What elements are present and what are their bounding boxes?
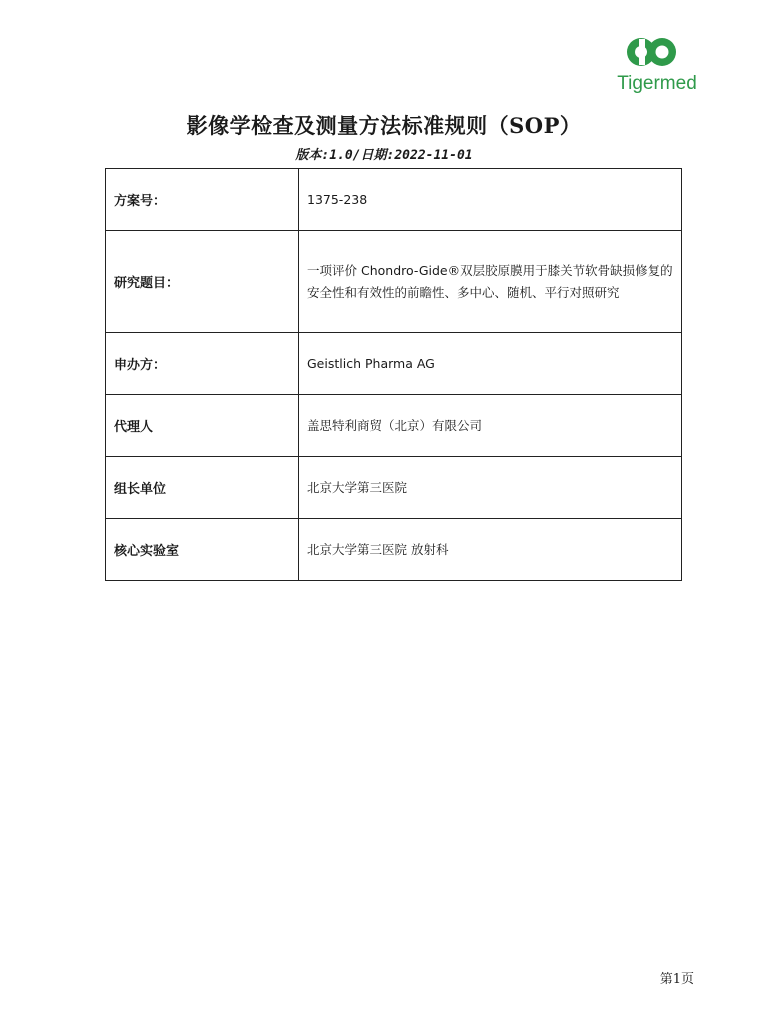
table-row (106, 231, 682, 333)
core-lab-value: 北京大学第三医院 放射科 (299, 519, 682, 581)
tigermed-logo (612, 34, 702, 96)
protocol-number-label: 方案号： (106, 169, 299, 231)
table-row (106, 395, 682, 457)
table-row (106, 519, 682, 581)
lead-unit-label: 组长单位 (106, 457, 299, 519)
document-title: 影像学检查及测量方法标准规则（SOP） (186, 113, 582, 138)
sponsor-value: Geistlich Pharma AG (299, 333, 682, 395)
svg-text:Tigermed: Tigermed (617, 73, 697, 94)
table-row (106, 169, 682, 231)
core-lab-label: 核心实验室 (106, 519, 299, 581)
study-title-label: 研究题目： (106, 231, 299, 333)
lead-unit-value: 北京大学第三医院 (299, 457, 682, 519)
agent-label: 代理人 (106, 395, 299, 457)
table-row (106, 333, 682, 395)
table-row (106, 457, 682, 519)
version-date-line: 版本:1.0/日期:2022-11-01 (295, 148, 473, 163)
sponsor-label: 申办方： (106, 333, 299, 395)
page-number: 第1页 (659, 972, 694, 987)
study-title-value: 一项评价 Chondro-Gide®双层胶原膜用于膝关节软骨缺损修复的安全性和有效性的前瞻性、多中心、随机、平行对照研究 (299, 231, 682, 333)
protocol-number-value: 1375-238 (299, 169, 682, 231)
protocol-info-table (105, 168, 682, 581)
agent-value: 盖思特利商贸（北京）有限公司 (299, 395, 682, 457)
